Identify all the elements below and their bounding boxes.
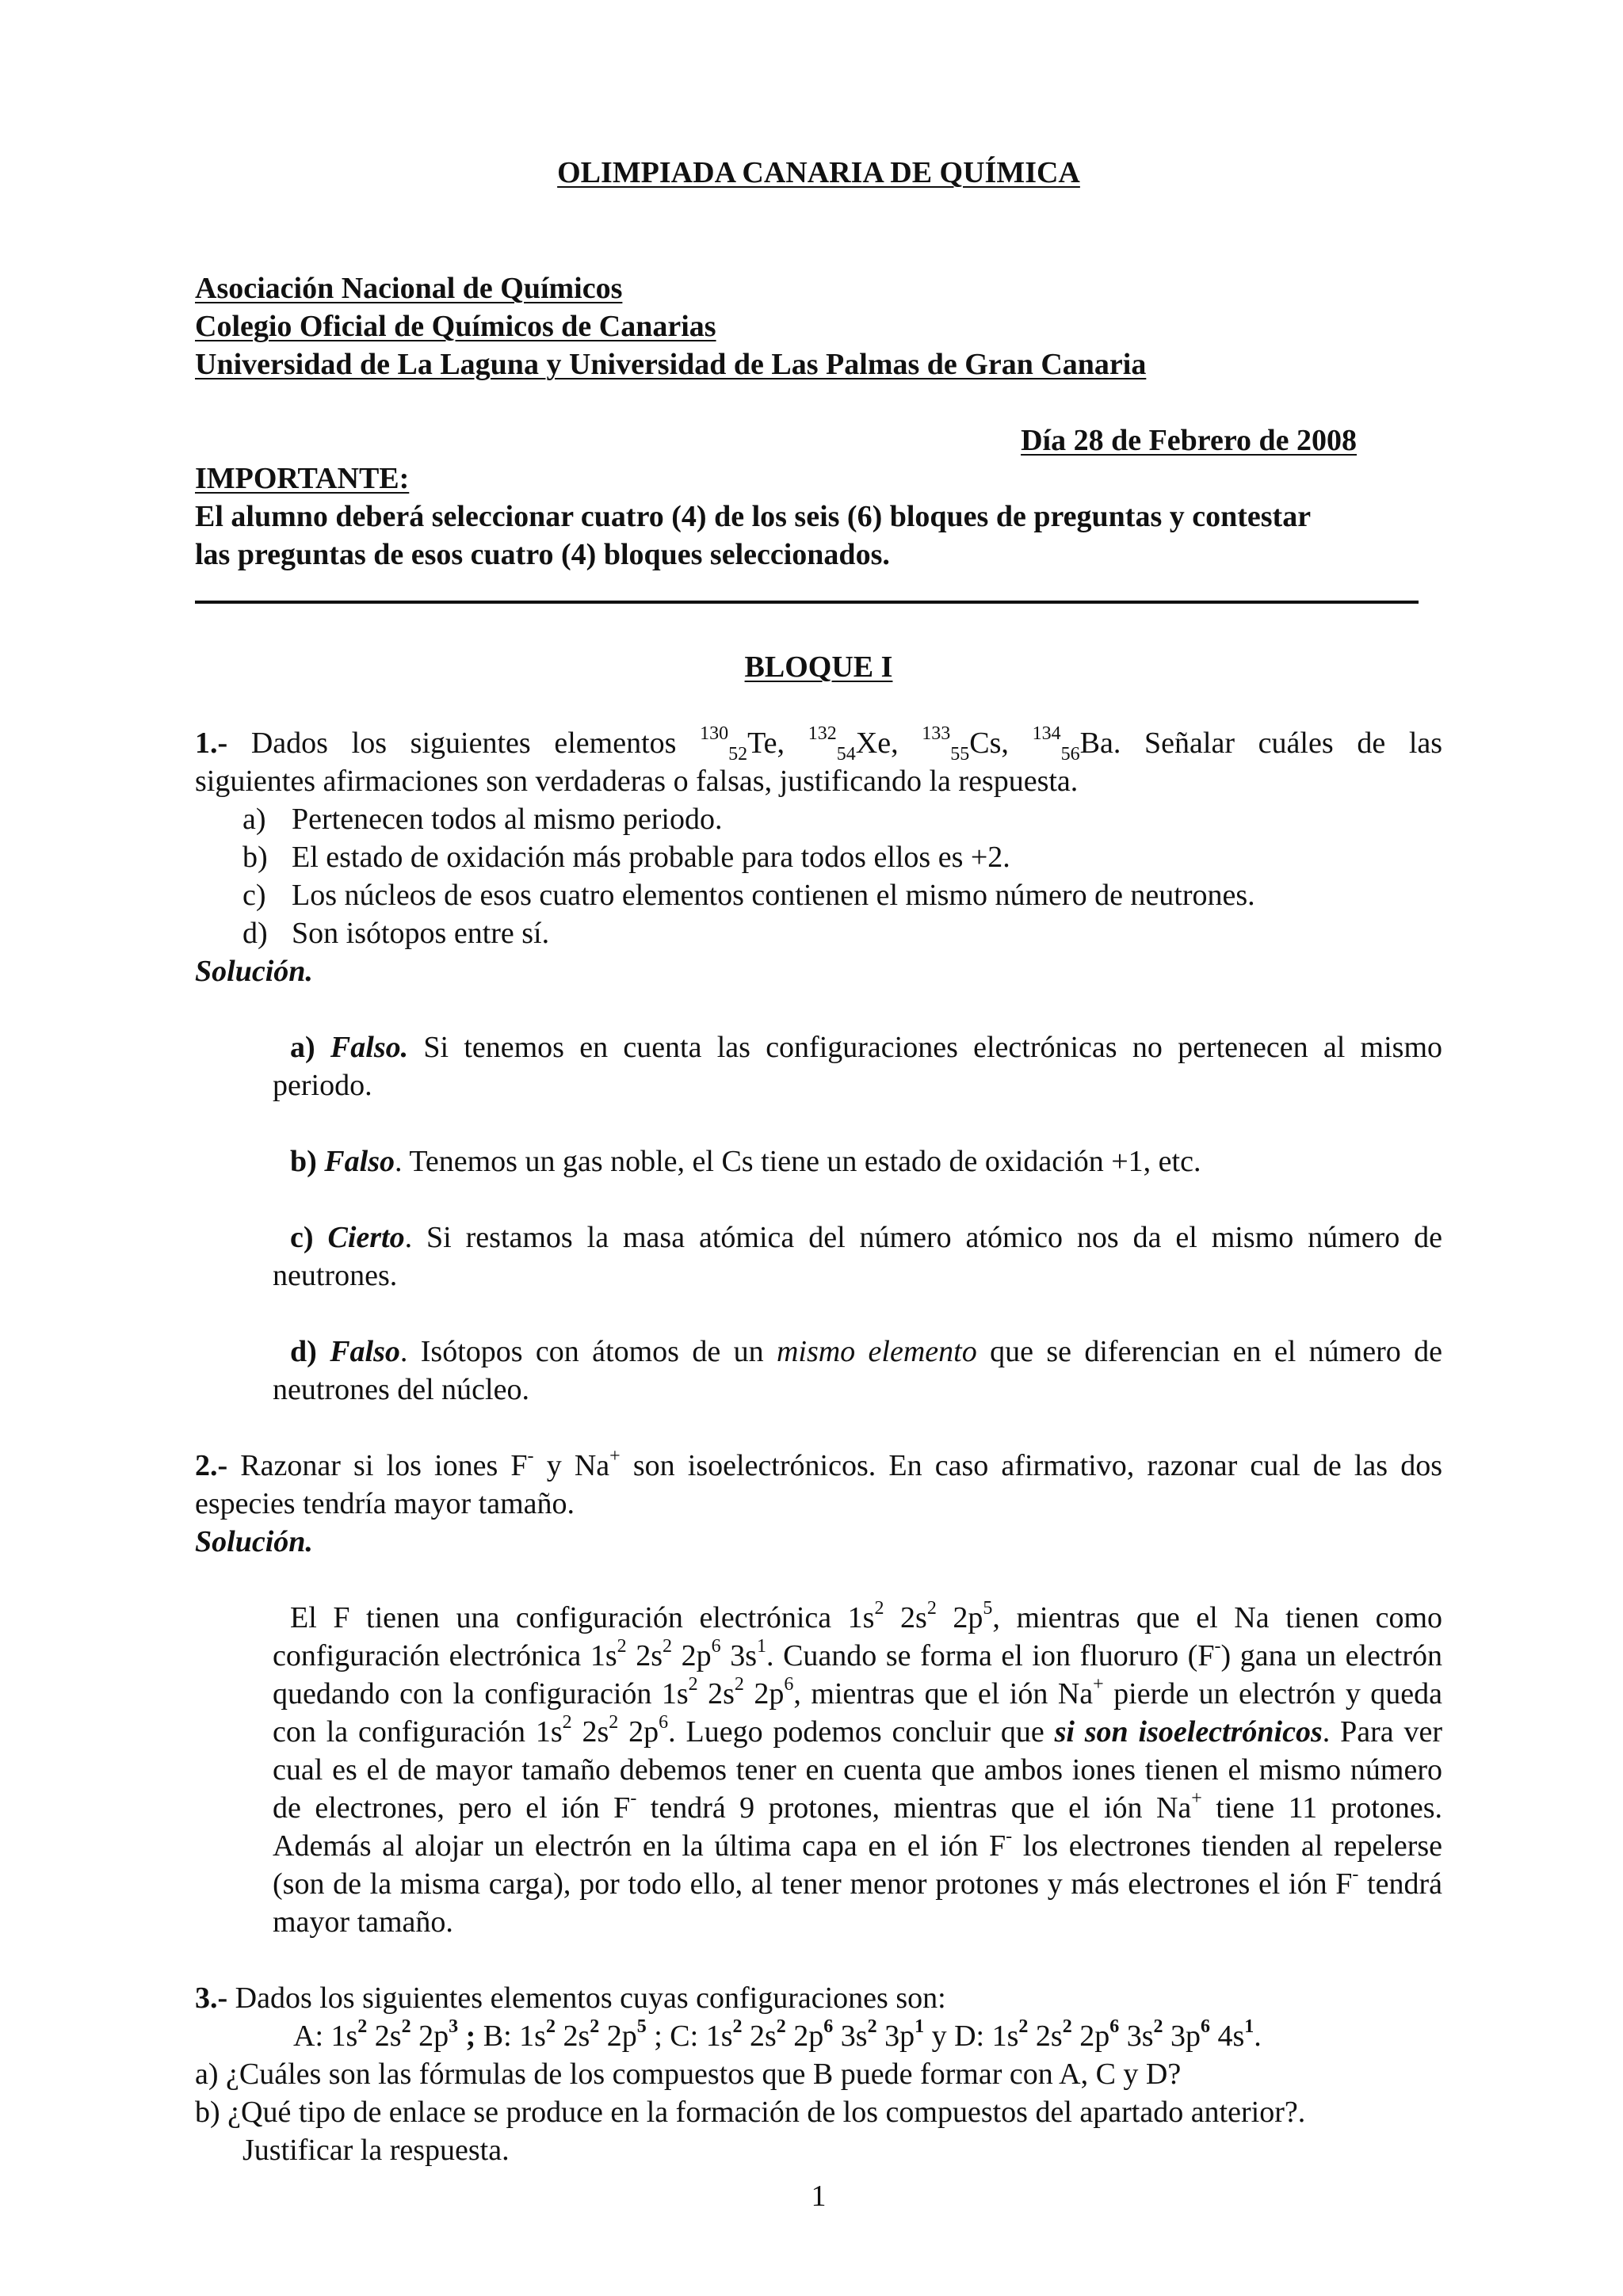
q1-option-d: d) Son isótopos entre sí. xyxy=(242,917,550,950)
q1-number: 1.- xyxy=(195,727,228,760)
organization-3 xyxy=(195,345,1442,383)
q1-option-b: b) El estado de oxidación más probable para todos ellos es +2. xyxy=(242,841,1010,874)
block-title-row xyxy=(195,648,1442,686)
important-label-text: IMPORTANTE: xyxy=(195,462,410,495)
q1-option-c: c) Los núcleos de esos cuatro elementos contienen el mismo número de neutrones. xyxy=(242,879,1255,912)
q1-answer-c: c) Cierto. Si restamos la masa atómica del número atómico nos da el mismo número de neutrones. xyxy=(273,1221,1443,1292)
important-line-2: las preguntas de esos cuatro (4) bloques seleccionados. xyxy=(195,538,890,571)
page-number: 1 xyxy=(811,2180,827,2213)
q3-intro: 3.- Dados los siguientes elementos cuyas configuraciones son: xyxy=(195,1981,946,2015)
important-line-1: El alumno deberá seleccionar cuatro (4) de los seis (6) bloques de preguntas y contestar xyxy=(195,500,1312,533)
q3-question-b-cont: Justificar la respuesta. xyxy=(242,2134,510,2167)
q1-solution-label: Solución. xyxy=(195,955,313,988)
element-ba: $^{134}_{56}$Ba. xyxy=(1032,723,1121,765)
q1-intro-line-2: siguientes afirmaciones son verdaderas o falsas, justificando la respuesta. xyxy=(195,765,1079,798)
q2-solution-text: El F tienen una configuración electrónica $1s^2$ $2s^2$ $2p^5$, mientras que el Na tienen como configuración electrónica $1s^2$ $2s^2$ $2p^6$ $3s^1$. Cuando se forma el ion fluoruro (F-) gana un electrón quedando con la configuración $1s^2$ $2s^2$ $2p^6$, mientras que el ión Na+ pierde un electrón y queda con la configuración $1s^2$ $2s^2$ $2p^6$. Luego podemos concluir que si son isoelectrónicos. Para ver cual es el de mayor tamaño debemos tener en cuenta que ambos iones tienen el mismo número de electrones, pero el ión F- tendrá 9 protones, mientras que el ión Na+ tiene 11 protones. Además al alojar un electrón en la última capa en el ión F- los electrones tienden al repelerse (son de la misma carga), por todo ello, al tener menor protones y más electrones el ión F- tendrá mayor tamaño. xyxy=(273,1598,1443,1939)
q1-answer-b: b) Falso. Tenemos un gas noble, el Cs tiene un estado de oxidación +1, etc. xyxy=(290,1145,1201,1178)
block-title: BLOQUE I xyxy=(744,650,893,684)
q1-intro-line-1 xyxy=(195,723,1443,765)
element-xe: $^{132}_{54}$Xe, xyxy=(808,723,899,765)
q1-option-a: a) Pertenecen todos al mismo periodo. xyxy=(242,803,723,836)
exam-date xyxy=(195,421,1357,460)
organization-1 xyxy=(195,269,1442,307)
q3-configurations: A: $1s^2$ $2s^2$ $2p^3$ ; B: $1s^2$ $2s^2$ $2p^5$ ; C: $1s^2$ $2s^2$ $2p^6$ $3s^2$ $3p^1$ y D: $1s^2$ $2s^2$ $2p^6$ $3s^2$ $3p^6$ $4s^1$. xyxy=(293,2016,1262,2053)
q3-question-a: a) ¿Cuáles son las fórmulas de los compuestos que B puede formar con A, C y D? xyxy=(195,2058,1182,2091)
element-cs: $^{133}_{55}$Cs, xyxy=(922,723,1009,765)
organization-1-text: Asociación Nacional de Químicos xyxy=(195,272,623,305)
document-title: OLIMPIADA CANARIA DE QUÍMICA xyxy=(557,156,1080,189)
exam-date-text: Día 28 de Febrero de 2008 xyxy=(1021,424,1357,457)
title-row xyxy=(195,154,1442,192)
q2-statement: 2.- Razonar si los iones F- y Na+ son isoelectrónicos. En caso afirmativo, razonar cual de las dos especies tendría mayor tamaño. xyxy=(195,1446,1443,1520)
horizontal-rule xyxy=(195,601,1419,604)
q2-solution-label: Solución. xyxy=(195,1525,313,1558)
organization-3-text: Universidad de La Laguna y Universidad de Las Palmas de Gran Canaria xyxy=(195,348,1147,381)
document-page xyxy=(195,0,1442,2296)
element-te: $^{130}_{52}$Te, xyxy=(700,723,785,765)
q1-intro-b: Señalar cuáles de las xyxy=(1144,727,1443,760)
organization-2 xyxy=(195,307,1442,345)
q1-intro-a: Dados los siguientes elementos xyxy=(250,727,677,760)
organization-2-text: Colegio Oficial de Químicos de Canarias xyxy=(195,310,716,343)
important-label xyxy=(195,460,1442,498)
q1-answer-d: d) Falso. Isótopos con átomos de un mismo elemento que se diferencian en el número de neutrones del núcleo. xyxy=(273,1335,1443,1406)
q3-question-b: b) ¿Qué tipo de enlace se produce en la formación de los compuestos del apartado anterior?. xyxy=(195,2096,1306,2129)
q1-answer-a: a) Falso. Si tenemos en cuenta las configuraciones electrónicas no pertenecen al mismo periodo. xyxy=(273,1031,1443,1102)
